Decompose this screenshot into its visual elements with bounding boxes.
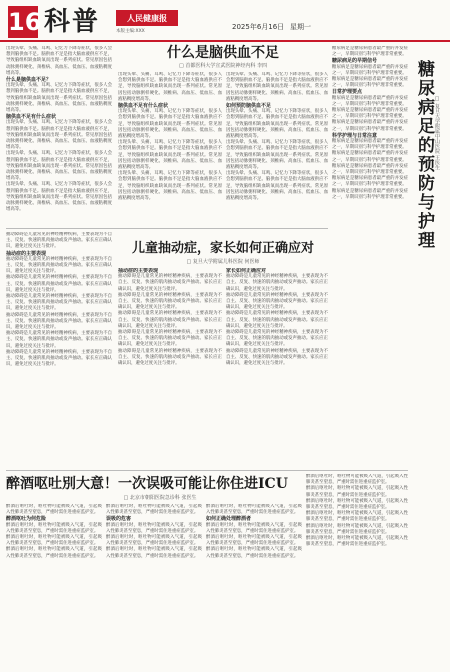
article-a1-body-left-2: 出现头晕、头痛、耳鸣、记忆力下降等症状，很多人会想到脑供血不足。脑供血不足是指大脑血液供应不足，导致脑组织缺血缺氧而出现一系列症状。常见原因包括动脉粥样硬化、颈椎病、高血压、低血压、血液粘稠度增高等。: [6, 83, 112, 114]
article-a4-column-1: [6, 504, 102, 668]
article-a1-body-c1b: 出现头晕、头痛、耳鸣、记忆力下降等症状，很多人会想到脑供血不足。脑供血不足是指大脑血液供应不足，导致脑组织缺血缺氧而出现一系列症状。常见原因包括动脉粥样硬化、颈椎病、高血压、低血压、血液粘稠度增高等。: [118, 109, 222, 140]
article-a4-body-c2: 醉酒后呕吐时，呕吐物可能被吸入气道，引起吸入性肺炎甚至窒息，严重时需住进重症监护室。: [106, 504, 202, 516]
article-a3-body-c1c: 抽动障碍是儿童常见的神经精神疾病，主要表现为不自主、反复、快速的肌肉抽动或发声抽动。家长应正确认识，避免过度关注与批评。: [118, 311, 222, 329]
article-a4-title: 醉酒呕吐別大意！一次误吸可能让你住进ICU: [6, 476, 288, 492]
edition-info: 本版主编:XXX: [116, 29, 145, 34]
article-a4-body-c2c: 醉酒后呕吐时，呕吐物可能被吸入气道，引起吸入性肺炎甚至窒息，严重时需住进重症监护室。: [106, 535, 202, 547]
article-a4-sub2: 误吸的危害: [106, 516, 132, 523]
article-a2-body-10: 糖尿病足是糖尿病患者最严重的并发症之一，早期识别与科学护理非常重要。: [332, 176, 408, 188]
article-a2-sub2: 日常护理要点: [332, 89, 363, 96]
article-a1-sub1: 什么是脑供血不足？: [6, 77, 52, 84]
issue-weekday: 星期一: [290, 23, 311, 31]
article-a2-byline: □ 复旦大学附属中山医院 王医生: [434, 96, 440, 171]
article-a3-body-l1: 抽动障碍是儿童常见的神经精神疾病，主要表现为不自主、反复、快速的肌肉抽动或发声抽动。家长应正确认识，避免过度关注与批评。: [6, 232, 112, 250]
article-a4-body-c4d: 醉酒后呕吐时，呕吐物可能被吸入气道，引起吸入性肺炎甚至窒息，严重时需住进重症监护室。: [306, 511, 408, 523]
article-a2-body-3: 糖尿病足是糖尿病患者最严重的并发症之一，早期识别与科学护理非常重要。: [332, 77, 408, 89]
newspaper-logo: 人民健康报: [116, 10, 178, 26]
article-a1-body-c1c: 出现头晕、头痛、耳鸣、记忆力下降等症状，很多人会想到脑供血不足。脑供血不足是指大脑血液供应不足，导致脑组织缺血缺氧而出现一系列症状。常见原因包括动脉粥样硬化、颈椎病、高血压、低血压、血液粘稠度增高等。: [118, 140, 222, 171]
article-a3-body-c2: 抽动障碍是儿童常见的神经精神疾病，主要表现为不自主、反复、快速的肌肉抽动或发声抽动。家长应正确认识，避免过度关注与批评。: [226, 274, 328, 292]
article-a2-body-1: 糖尿病足是糖尿病患者最严重的并发症之一，早期识别与科学护理非常重要。: [332, 46, 408, 58]
article-a1-body-c2d: 出现头晕、头痛、耳鸣、记忆力下降等症状，很多人会想到脑供血不足。脑供血不足是指大脑血液供应不足，导致脑组织缺血缺氧而出现一系列症状。常见原因包括动脉粥样硬化、颈椎病、高血压、低血压、血液粘稠度增高等。: [226, 171, 328, 202]
article-a3-body-l3: 抽动障碍是儿童常见的神经精神疾病，主要表现为不自主、反复、快速的肌肉抽动或发声抽动。家长应正确认识，避免过度关注与批评。: [6, 275, 112, 293]
article-a1-column-2: [226, 72, 328, 224]
article-a3-sub1: 抽动症的主要表现: [118, 268, 159, 274]
article-a3-body-c1d: 抽动障碍是儿童常见的神经精神疾病，主要表现为不自主、反复、快速的肌肉抽动或发声抽动。家长应正确认识，避免过度关注与批评。: [118, 330, 222, 348]
article-a3-body-c2c: 抽动障碍是儿童常见的神经精神疾病，主要表现为不自主、反复、快速的肌肉抽动或发声抽动。家长应正确认识，避免过度关注与批评。: [226, 311, 328, 329]
article-a1-body-left-3: 出现头晕、头痛、耳鸣、记忆力下降等症状，很多人会想到脑供血不足。脑供血不足是指大脑血液供应不足，导致脑组织缺血缺氧而出现一系列症状。常见原因包括动脉粥样硬化、颈椎病、高血压、低血压、血液粘稠度增高等。: [6, 120, 112, 151]
article-a3-sub1-l: 抽动症的主要表现: [6, 250, 47, 257]
article-a4-sub3: 如何正确处理醉酒者: [206, 516, 252, 523]
article-a2-sub3: 科学护理与日常注意: [332, 132, 378, 139]
article-a2-body-7: 糖尿病足是糖尿病患者最严重的并发症之一，早期识别与科学护理非常重要。: [332, 139, 408, 151]
article-a4-byline: □ 北京市朝阳医院急诊科 张医生: [123, 495, 197, 501]
article-a1-body-c2c: 出现头晕、头痛、耳鸣、记忆力下降等症状，很多人会想到脑供血不足。脑供血不足是指大脑血液供应不足，导致脑组织缺血缺氧而出现一系列症状。常见原因包括动脉粥样硬化、颈椎病、高血压、低血压、血液粘稠度增高等。: [226, 140, 328, 171]
article-a1-sub2-c1: 脑供血不足有什么症状: [118, 103, 169, 110]
article-a4-body-c1d: 醉酒后呕吐时，呕吐物可能被吸入气道，引起吸入性肺炎甚至窒息，严重时需住进重症监护室。: [6, 547, 102, 559]
article-a4-body-c3d: 醉酒后呕吐时，呕吐物可能被吸入气道，引起吸入性肺炎甚至窒息，严重时需住进重症监护室。: [206, 547, 302, 559]
page-number: 16: [8, 8, 42, 36]
article-a1-body-left: 出现头晕、头痛、耳鸣、记忆力下降等症状，很多人会想到脑供血不足。脑供血不足是指大脑血液供应不足，导致脑组织缺血缺氧而出现一系列症状。常见原因包括动脉粥样硬化、颈椎病、高血压、低血压、血液粘稠度增高等。: [6, 46, 112, 76]
article-a2-body-6: 糖尿病足是糖尿病患者最严重的并发症之一，早期识别与科学护理非常重要。: [332, 120, 408, 132]
article-a1-body-c2: 出现头晕、头痛、耳鸣、记忆力下降等症状，很多人会想到脑供血不足。脑供血不足是指大脑血液供应不足，导致脑组织缺血缺氧而出现一系列症状。常见原因包括动脉粥样硬化、颈椎病、高血压、低血压、血液粘稠度增高等。: [226, 72, 328, 102]
article-a4-body-c1b: 醉酒后呕吐时，呕吐物可能被吸入气道，引起吸入性肺炎甚至窒息，严重时需住进重症监护室。: [6, 522, 102, 534]
article-a1-byline: □ 首都医科大学宣武医院神经内科 李四: [179, 63, 267, 69]
article-a3-sub2: 家长如何正确应对: [226, 268, 267, 274]
article-a2-body-2: 糖尿病足是糖尿病患者最严重的并发症之一，早期识别与科学护理非常重要。: [332, 64, 408, 76]
article-a3-body-c2d: 抽动障碍是儿童常见的神经精神疾病，主要表现为不自主、反复、快速的肌肉抽动或发声抽动。家长应正确认识，避免过度关注与批评。: [226, 330, 328, 348]
article-a1-body-left-4: 出现头晕、头痛、耳鸣、记忆力下降等症状，很多人会想到脑供血不足。脑供血不足是指大脑血液供应不足，导致脑组织缺血缺氧而出现一系列症状。常见原因包括动脉粥样硬化、颈椎病、高血压、低血压、血液粘稠度增高等。: [6, 151, 112, 182]
article-a3-column-left: [6, 232, 112, 466]
article-a3-body-l2: 抽动障碍是儿童常见的神经精神疾病，主要表现为不自主、反复、快速的肌肉抽动或发声抽动。家长应正确认识，避免过度关注与批评。: [6, 256, 112, 275]
masthead: [0, 0, 450, 44]
article-a4-column-3: [206, 504, 302, 668]
article-a4-body-c4e: 醉酒后呕吐时，呕吐物可能被吸入气道，引起吸入性肺炎甚至窒息，严重时需住进重症监护室。: [306, 523, 408, 535]
article-a4-body-c4: 醉酒后呕吐时，呕吐物可能被吸入气道，引起吸入性肺炎甚至窒息，严重时需住进重症监护室。: [306, 474, 408, 486]
article-a4-body-c4f: 醉酒后呕吐时，呕吐物可能被吸入气道，引起吸入性肺炎甚至窒息，严重时需住进重症监护室。: [306, 536, 408, 548]
article-a4-body-c3: 醉酒后呕吐时，呕吐物可能被吸入气道，引起吸入性肺炎甚至窒息，严重时需住进重症监护室。: [206, 504, 302, 516]
article-a4-sub1: 醉酒呕吐为何危险: [6, 516, 47, 523]
article-a4-body-c2b: 醉酒后呕吐时，呕吐物可能被吸入气道，引起吸入性肺炎甚至窒息，严重时需住进重症监护室。: [106, 522, 202, 534]
article-a1-body-c2b: 出现头晕、头痛、耳鸣、记忆力下降等症状，很多人会想到脑供血不足。脑供血不足是指大脑血液供应不足，导致脑组织缺血缺氧而出现一系列症状。常见原因包括动脉粥样硬化、颈椎病、高血压、低血压、血液粘稠度增高等。: [226, 109, 328, 140]
article-a2-title: 糖尿病足的预防与护理: [414, 60, 434, 250]
article-a3-body-l4: 抽动障碍是儿童常见的神经精神疾病，主要表现为不自主、反复、快速的肌肉抽动或发声抽动。家长应正确认识，避免过度关注与批评。: [6, 294, 112, 312]
article-a4-column-4: [306, 474, 408, 668]
article-a4-column-2: [106, 504, 202, 668]
article-a4-body-c3b: 醉酒后呕吐时，呕吐物可能被吸入气道，引起吸入性肺炎甚至窒息，严重时需住进重症监护室。: [206, 522, 302, 534]
article-a1-sub2: 脑供血不足有什么症状: [6, 114, 57, 121]
article-a2-sub1: 糖尿病足的早期信号: [332, 58, 378, 65]
article-a4-body-c2d: 醉酒后呕吐时，呕吐物可能被吸入气道，引起吸入性肺炎甚至窒息，严重时需住进重症监护室。: [106, 547, 202, 559]
left-column-text: [6, 46, 112, 224]
article-a1-sub3: 如何预防脑供血不足: [226, 103, 272, 110]
article-a4-body-c1c: 醉酒后呕吐时，呕吐物可能被吸入气道，引起吸入性肺炎甚至窒息，严重时需住进重症监护室。: [6, 535, 102, 547]
article-a3-body-l7: 抽动障碍是儿童常见的神经精神疾病，主要表现为不自主、反复、快速的肌肉抽动或发声抽动。家长应正确认识，避免过度关注与批评。: [6, 349, 112, 368]
article-a2-column: [332, 46, 408, 470]
article-a1-body-c1d: 出现头晕、头痛、耳鸣、记忆力下降等症状，很多人会想到脑供血不足。脑供血不足是指大脑血液供应不足，导致脑组织缺血缺氧而出现一系列症状。常见原因包括动脉粥样硬化、颈椎病、高血压、低血压、血液粘稠度增高等。: [118, 171, 222, 202]
article-a2-body-4: 糖尿病足是糖尿病患者最严重的并发症之一，早期识别与科学护理非常重要。: [332, 95, 408, 107]
section-divider-1: [6, 228, 328, 229]
article-a3-body-c2e: 抽动障碍是儿童常见的神经精神疾病，主要表现为不自主、反复、快速的肌肉抽动或发声抽动。家长应正确认识，避免过度关注与批评。: [226, 348, 328, 367]
article-a4-body-c1: 醉酒后呕吐时，呕吐物可能被吸入气道，引起吸入性肺炎甚至窒息，严重时需住进重症监护室。: [6, 504, 102, 516]
article-a3-body-c2b: 抽动障碍是儿童常见的神经精神疾病，主要表现为不自主、反复、快速的肌肉抽动或发声抽动。家长应正确认识，避免过度关注与批评。: [226, 292, 328, 311]
article-a3-body-c1e: 抽动障碍是儿童常见的神经精神疾病，主要表现为不自主、反复、快速的肌肉抽动或发声抽动。家长应正确认识，避免过度关注与批评。: [118, 348, 222, 367]
article-a4-body-c3c: 醉酒后呕吐时，呕吐物可能被吸入气道，引起吸入性肺炎甚至窒息，严重时需住进重症监护室。: [206, 535, 302, 547]
article-a2-body-9: 糖尿病足是糖尿病患者最严重的并发症之一，早期识别与科学护理非常重要。: [332, 163, 408, 176]
article-a1-column-1: [118, 72, 222, 224]
article-a3-body-l5: 抽动障碍是儿童常见的神经精神疾病，主要表现为不自主、反复、快速的肌肉抽动或发声抽动。家长应正确认识，避免过度关注与批评。: [6, 312, 112, 331]
article-a2-body-8: 糖尿病足是糖尿病患者最严重的并发症之一，早期识别与科学护理非常重要。: [332, 151, 408, 163]
article-a1-body-c1: 出现头晕、头痛、耳鸣、记忆力下降等症状，很多人会想到脑供血不足。脑供血不足是指大脑血液供应不足，导致脑组织缺血缺氧而出现一系列症状。常见原因包括动脉粥样硬化、颈椎病、高血压、低血压、血液粘稠度增高等。: [118, 72, 222, 102]
article-a3-byline: □ 复旦大学附属儿科医院 何医师: [186, 259, 260, 265]
article-a1-body-left-5: 出现头晕、头痛、耳鸣、记忆力下降等症状，很多人会想到脑供血不足。脑供血不足是指大脑血液供应不足，导致脑组织缺血缺氧而出现一系列症状。常见原因包括动脉粥样硬化、颈椎病、高血压、低血压、血液粘稠度增高等。: [6, 182, 112, 213]
section-divider-2: [6, 470, 408, 471]
article-a3-body-c1b: 抽动障碍是儿童常见的神经精神疾病，主要表现为不自主、反复、快速的肌肉抽动或发声抽动。家长应正确认识，避免过度关注与批评。: [118, 292, 222, 311]
section-title: 科普: [44, 7, 101, 37]
masthead-rule: [0, 40, 450, 42]
article-a3-column-2: [226, 268, 328, 466]
article-a3-body-c1: 抽动障碍是儿童常见的神经精神疾病，主要表现为不自主、反复、快速的肌肉抽动或发声抽动。家长应正确认识，避免过度关注与批评。: [118, 274, 222, 292]
article-a3-title: 儿童抽动症，家长如何正确应对: [131, 241, 314, 256]
issue-date: 2025年6月16日: [232, 23, 285, 31]
article-a4-body-c4c: 醉酒后呕吐时，呕吐物可能被吸入气道，引起吸入性肺炎甚至窒息，严重时需住进重症监护室。: [306, 498, 408, 511]
article-a1-title: 什么是脑供血不足: [167, 45, 279, 61]
article-a3-body-l6: 抽动障碍是儿童常见的神经精神疾病，主要表现为不自主、反复、快速的肌肉抽动或发声抽动。家长应正确认识，避免过度关注与批评。: [6, 331, 112, 349]
article-a2-body-5: 糖尿病足是糖尿病患者最严重的并发症之一，早期识别与科学护理非常重要。: [332, 108, 408, 120]
article-a4-body-c4b: 醉酒后呕吐时，呕吐物可能被吸入气道，引起吸入性肺炎甚至窒息，严重时需住进重症监护室。: [306, 486, 408, 498]
article-a2-body-11: 糖尿病足是糖尿病患者最严重的并发症之一，早期识别与科学护理非常重要。: [332, 188, 408, 200]
article-a3-column-1: [118, 268, 222, 466]
